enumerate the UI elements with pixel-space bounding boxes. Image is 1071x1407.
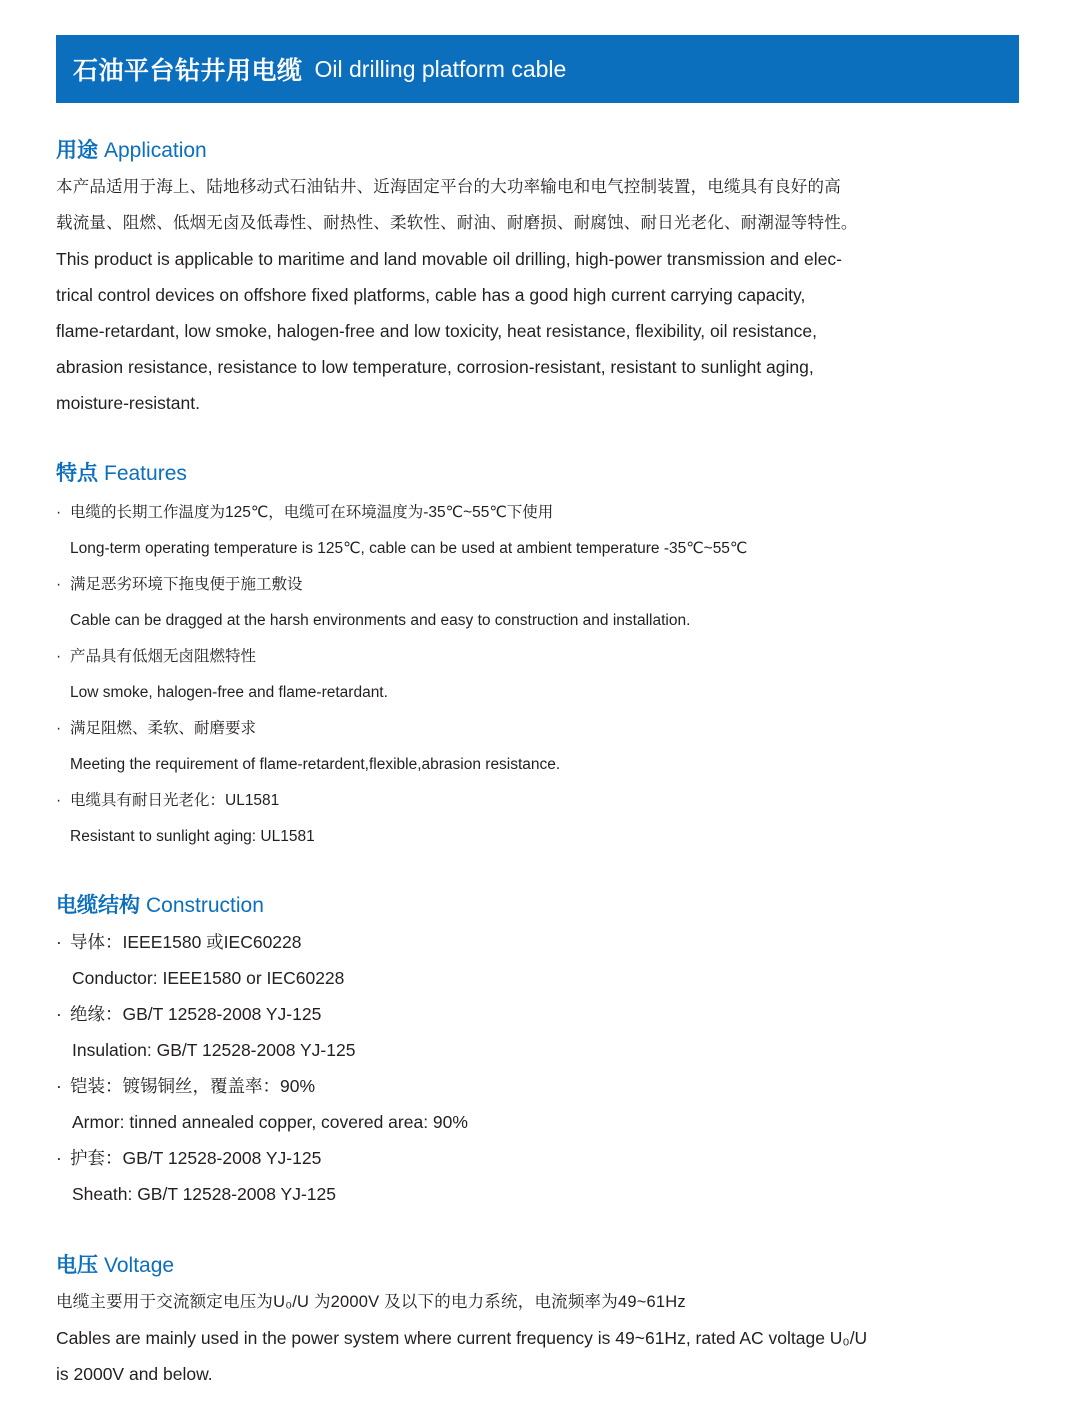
feature-text-en: Meeting the requirement of flame-retardent,flexible,abrasion resistance. [70,756,561,773]
application-line: flame-retardant, low smoke, halogen-free and low toxicity, heat resistance, flexibility, oil resistance, [56,321,817,341]
bullet-icon: · [56,504,62,521]
bullet-icon: · [56,1076,62,1096]
feature-text-cn: 电缆具有耐日光老化：UL1581 [70,792,280,809]
feature-item-cn [56,639,916,675]
bullet-icon: · [56,1148,62,1168]
construction-text-en: Insulation: GB/T 12528-2008 YJ-125 [72,1040,356,1060]
feature-text-cn: 满足恶劣环境下拖曳便于施工敷设 [70,576,303,593]
bullet-icon: · [56,932,62,952]
feature-text-en: Low smoke, halogen-free and flame-retardant. [70,684,388,701]
construction-text-cn: 铠装：镀锡铜丝，覆盖率：90% [70,1076,316,1096]
features-heading-en: Features [104,462,187,485]
construction-item-cn [56,1140,916,1176]
construction-section [56,892,916,1212]
construction-text-en: Sheath: GB/T 12528-2008 YJ-125 [72,1184,336,1204]
voltage-line: is 2000V and below. [56,1364,213,1384]
feature-text-en: Resistant to sunlight aging: UL1581 [70,828,315,845]
bullet-icon: · [56,720,62,737]
feature-item-cn [56,783,916,819]
feature-text-en: Cable can be dragged at the harsh environments and easy to construction and installation. [70,612,691,629]
application-body [56,169,916,421]
application-heading [56,137,916,165]
features-heading-cn: 特点 [56,462,98,485]
features-heading [56,460,916,488]
construction-heading [56,892,916,920]
features-section [56,460,916,855]
voltage-line: Cables are mainly used in the power system where current frequency is 49~61Hz, rated AC voltage U₀/U [56,1328,868,1348]
application-heading-en: Application [104,139,207,162]
construction-text-cn: 导体：IEEE1580 或IEC60228 [70,932,302,952]
bullet-icon: · [56,792,62,809]
application-line: 本产品适用于海上、陆地移动式石油钻井、近海固定平台的大功率输电和电气控制装置，电缆具有良好的高 [56,178,841,196]
feature-item-cn [56,567,916,603]
feature-text-cn: 电缆的长期工作温度为125℃，电缆可在环境温度为-35℃~55℃下使用 [70,504,554,521]
voltage-heading [56,1252,916,1280]
construction-item-cn [56,996,916,1032]
construction-heading-cn: 电缆结构 [56,894,140,917]
feature-item-cn [56,495,916,531]
voltage-body [56,1284,916,1392]
page-header [56,35,1019,103]
feature-text-cn: 产品具有低烟无卤阻燃特性 [70,648,257,665]
construction-text-cn: 绝缘：GB/T 12528-2008 YJ-125 [70,1004,322,1024]
voltage-line: 电缆主要用于交流额定电压为U₀/U 为2000V 及以下的电力系统，电流频率为49~61Hz [56,1293,686,1311]
application-line: trical control devices on offshore fixed platforms, cable has a good high current carrying capacity, [56,285,806,305]
feature-text-en: Long-term operating temperature is 125℃, cable can be used at ambient temperature -35℃~55℃ [70,540,748,557]
construction-list [56,924,916,1212]
page-title-cn: 石油平台钻井用电缆 [73,57,303,85]
bullet-icon: · [56,648,62,665]
construction-item-cn [56,924,916,960]
bullet-icon: · [56,576,62,593]
feature-item-cn [56,711,916,747]
construction-heading-en: Construction [146,894,264,917]
application-line: This product is applicable to maritime and land movable oil drilling, high-power transmission and elec- [56,249,842,269]
construction-text-en: Armor: tinned annealed copper, covered area: 90% [72,1112,468,1132]
voltage-heading-cn: 电压 [56,1254,98,1277]
construction-text-en: Conductor: IEEE1580 or IEC60228 [72,968,345,988]
application-line: moisture-resistant. [56,393,200,413]
application-heading-cn: 用途 [56,139,98,162]
bullet-icon: · [56,1004,62,1024]
features-list [56,495,916,855]
application-line: abrasion resistance, resistance to low temperature, corrosion-resistant, resistant to sunlight aging, [56,357,814,377]
page-title-en: Oil drilling platform cable [314,55,567,82]
construction-item-cn [56,1068,916,1104]
voltage-heading-en: Voltage [104,1254,175,1277]
application-section [56,137,916,421]
feature-text-cn: 满足阻燃、柔软、耐磨要求 [70,720,257,737]
application-line: 载流量、阻燃、低烟无卤及低毒性、耐热性、柔软性、耐油、耐磨损、耐腐蚀、耐日光老化、耐潮湿等特性。 [56,214,858,232]
construction-text-cn: 护套：GB/T 12528-2008 YJ-125 [70,1148,322,1168]
voltage-section [56,1252,916,1392]
